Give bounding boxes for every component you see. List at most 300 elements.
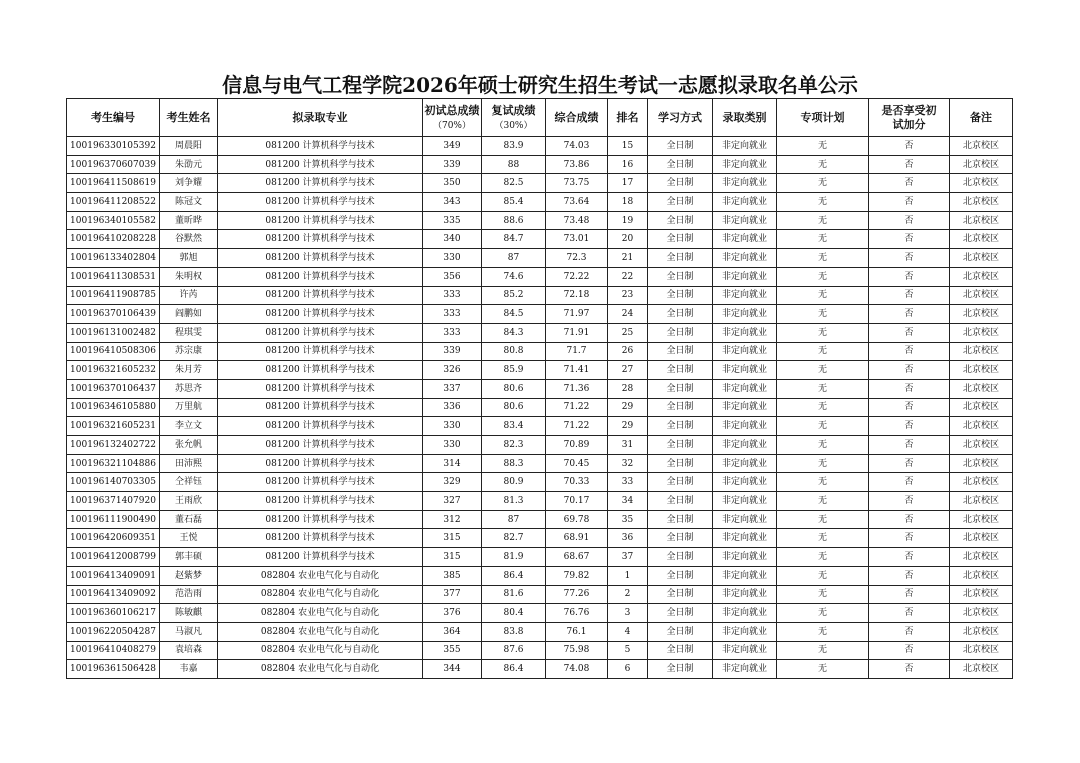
cell-note: 北京校区 [950, 286, 1013, 305]
cell-name: 王雨欣 [160, 492, 218, 511]
cell-total: 71.22 [546, 417, 608, 436]
cell-id: 100196410208228 [67, 230, 160, 249]
cell-total: 72.3 [546, 249, 608, 268]
cell-prelim: 312 [423, 510, 482, 529]
cell-rank: 19 [608, 211, 648, 230]
cell-category: 非定向就业 [713, 211, 777, 230]
cell-note: 北京校区 [950, 137, 1013, 156]
cell-note: 北京校区 [950, 604, 1013, 623]
table-row [67, 249, 1013, 268]
cell-category: 非定向就业 [713, 398, 777, 417]
cell-bonus: 否 [869, 361, 950, 380]
cell-total: 76.1 [546, 622, 608, 641]
cell-note: 北京校区 [950, 436, 1013, 455]
cell-bonus: 否 [869, 193, 950, 212]
cell-retest: 80.4 [482, 604, 546, 623]
cell-id: 100196111900490 [67, 510, 160, 529]
cell-note: 北京校区 [950, 155, 1013, 174]
cell-prelim: 315 [423, 529, 482, 548]
cell-note: 北京校区 [950, 249, 1013, 268]
cell-major: 081200 计算机科学与技术 [218, 211, 423, 230]
cell-prelim: 350 [423, 174, 482, 193]
cell-id: 100196410408279 [67, 641, 160, 660]
cell-mode: 全日制 [648, 155, 713, 174]
table-row [67, 267, 1013, 286]
cell-total: 73.75 [546, 174, 608, 193]
cell-total: 73.64 [546, 193, 608, 212]
col-header-category: 录取类别 [713, 99, 777, 137]
cell-note: 北京校区 [950, 622, 1013, 641]
cell-category: 非定向就业 [713, 604, 777, 623]
cell-special: 无 [777, 622, 869, 641]
cell-bonus: 否 [869, 660, 950, 679]
cell-name: 陈冠文 [160, 193, 218, 212]
cell-bonus: 否 [869, 566, 950, 585]
cell-category: 非定向就业 [713, 249, 777, 268]
cell-retest: 88.6 [482, 211, 546, 230]
cell-mode: 全日制 [648, 211, 713, 230]
cell-id: 100196411908785 [67, 286, 160, 305]
cell-special: 无 [777, 174, 869, 193]
cell-category: 非定向就业 [713, 492, 777, 511]
cell-mode: 全日制 [648, 529, 713, 548]
cell-category: 非定向就业 [713, 417, 777, 436]
cell-id: 100196321605232 [67, 361, 160, 380]
cell-rank: 31 [608, 436, 648, 455]
table-row [67, 193, 1013, 212]
cell-retest: 82.7 [482, 529, 546, 548]
cell-retest: 80.8 [482, 342, 546, 361]
cell-mode: 全日制 [648, 398, 713, 417]
cell-major: 081200 计算机科学与技术 [218, 436, 423, 455]
cell-mode: 全日制 [648, 137, 713, 156]
cell-mode: 全日制 [648, 379, 713, 398]
cell-name: 朱劭元 [160, 155, 218, 174]
cell-id: 100196411208522 [67, 193, 160, 212]
cell-mode: 全日制 [648, 417, 713, 436]
cell-major: 081200 计算机科学与技术 [218, 361, 423, 380]
cell-rank: 34 [608, 492, 648, 511]
table-row [67, 305, 1013, 324]
cell-total: 70.17 [546, 492, 608, 511]
cell-total: 77.26 [546, 585, 608, 604]
cell-category: 非定向就业 [713, 529, 777, 548]
cell-major: 081200 计算机科学与技术 [218, 286, 423, 305]
cell-mode: 全日制 [648, 323, 713, 342]
cell-total: 71.97 [546, 305, 608, 324]
cell-major: 081200 计算机科学与技术 [218, 174, 423, 193]
cell-retest: 81.6 [482, 585, 546, 604]
cell-id: 100196330105392 [67, 137, 160, 156]
cell-prelim: 343 [423, 193, 482, 212]
cell-id: 100196361506428 [67, 660, 160, 679]
cell-category: 非定向就业 [713, 566, 777, 585]
cell-category: 非定向就业 [713, 137, 777, 156]
cell-name: 张允帆 [160, 436, 218, 455]
cell-id: 100196346105880 [67, 398, 160, 417]
cell-major: 081200 计算机科学与技术 [218, 548, 423, 567]
cell-id: 100196413409091 [67, 566, 160, 585]
table-row [67, 436, 1013, 455]
cell-name: 李立文 [160, 417, 218, 436]
cell-retest: 81.3 [482, 492, 546, 511]
cell-name: 马淑凡 [160, 622, 218, 641]
cell-rank: 35 [608, 510, 648, 529]
table-row [67, 174, 1013, 193]
cell-category: 非定向就业 [713, 641, 777, 660]
cell-note: 北京校区 [950, 548, 1013, 567]
cell-special: 无 [777, 641, 869, 660]
cell-name: 王悦 [160, 529, 218, 548]
cell-special: 无 [777, 398, 869, 417]
cell-special: 无 [777, 342, 869, 361]
cell-bonus: 否 [869, 454, 950, 473]
cell-id: 100196412008799 [67, 548, 160, 567]
cell-category: 非定向就业 [713, 361, 777, 380]
cell-retest: 88 [482, 155, 546, 174]
cell-mode: 全日制 [648, 510, 713, 529]
cell-category: 非定向就业 [713, 622, 777, 641]
col-header-id: 考生编号 [67, 99, 160, 137]
cell-special: 无 [777, 286, 869, 305]
col-header-bonus-line1: 是否享受初 [881, 103, 937, 117]
cell-bonus: 否 [869, 604, 950, 623]
cell-bonus: 否 [869, 267, 950, 286]
col-header-name: 考生姓名 [160, 99, 218, 137]
cell-category: 非定向就业 [713, 660, 777, 679]
cell-rank: 20 [608, 230, 648, 249]
cell-mode: 全日制 [648, 660, 713, 679]
cell-total: 76.76 [546, 604, 608, 623]
cell-mode: 全日制 [648, 473, 713, 492]
cell-note: 北京校区 [950, 585, 1013, 604]
cell-category: 非定向就业 [713, 267, 777, 286]
cell-rank: 17 [608, 174, 648, 193]
col-header-retest [482, 99, 546, 137]
cell-prelim: 335 [423, 211, 482, 230]
cell-major: 082804 农业电气化与自动化 [218, 641, 423, 660]
cell-note: 北京校区 [950, 174, 1013, 193]
cell-prelim: 330 [423, 249, 482, 268]
cell-name: 范浩雨 [160, 585, 218, 604]
cell-name: 赵紫梦 [160, 566, 218, 585]
cell-name: 郭旭 [160, 249, 218, 268]
cell-name: 许芮 [160, 286, 218, 305]
cell-rank: 28 [608, 379, 648, 398]
col-header-note: 备注 [950, 99, 1013, 137]
cell-name: 韦嘉 [160, 660, 218, 679]
cell-prelim: 336 [423, 398, 482, 417]
cell-category: 非定向就业 [713, 548, 777, 567]
cell-id: 100196370106437 [67, 379, 160, 398]
cell-total: 71.22 [546, 398, 608, 417]
cell-total: 74.08 [546, 660, 608, 679]
table-row [67, 361, 1013, 380]
cell-prelim: 329 [423, 473, 482, 492]
cell-bonus: 否 [869, 492, 950, 511]
cell-id: 100196220504287 [67, 622, 160, 641]
col-header-prelim-weight: （70%） [432, 120, 471, 131]
cell-retest: 81.9 [482, 548, 546, 567]
cell-category: 非定向就业 [713, 305, 777, 324]
cell-bonus: 否 [869, 510, 950, 529]
table-row [67, 641, 1013, 660]
cell-rank: 26 [608, 342, 648, 361]
cell-bonus: 否 [869, 436, 950, 455]
cell-total: 75.98 [546, 641, 608, 660]
cell-major: 081200 计算机科学与技术 [218, 492, 423, 511]
cell-special: 无 [777, 585, 869, 604]
cell-special: 无 [777, 267, 869, 286]
cell-bonus: 否 [869, 417, 950, 436]
cell-name: 阎鹏如 [160, 305, 218, 324]
header-row [67, 99, 1013, 137]
cell-prelim: 339 [423, 342, 482, 361]
cell-name: 周晨阳 [160, 137, 218, 156]
cell-retest: 87.6 [482, 641, 546, 660]
cell-retest: 84.7 [482, 230, 546, 249]
cell-bonus: 否 [869, 305, 950, 324]
cell-rank: 29 [608, 417, 648, 436]
cell-note: 北京校区 [950, 211, 1013, 230]
cell-prelim: 355 [423, 641, 482, 660]
cell-name: 董石磊 [160, 510, 218, 529]
cell-bonus: 否 [869, 155, 950, 174]
cell-total: 71.36 [546, 379, 608, 398]
cell-prelim: 327 [423, 492, 482, 511]
cell-special: 无 [777, 529, 869, 548]
cell-id: 100196340105582 [67, 211, 160, 230]
table-row [67, 660, 1013, 679]
cell-special: 无 [777, 454, 869, 473]
cell-category: 非定向就业 [713, 193, 777, 212]
cell-major: 081200 计算机科学与技术 [218, 193, 423, 212]
cell-mode: 全日制 [648, 249, 713, 268]
cell-category: 非定向就业 [713, 510, 777, 529]
cell-note: 北京校区 [950, 193, 1013, 212]
cell-rank: 36 [608, 529, 648, 548]
cell-category: 非定向就业 [713, 323, 777, 342]
cell-bonus: 否 [869, 548, 950, 567]
table-row [67, 323, 1013, 342]
cell-category: 非定向就业 [713, 436, 777, 455]
cell-prelim: 364 [423, 622, 482, 641]
cell-special: 无 [777, 660, 869, 679]
cell-bonus: 否 [869, 585, 950, 604]
cell-name: 刘争耀 [160, 174, 218, 193]
cell-prelim: 340 [423, 230, 482, 249]
cell-rank: 24 [608, 305, 648, 324]
cell-retest: 88.3 [482, 454, 546, 473]
table-row [67, 137, 1013, 156]
cell-note: 北京校区 [950, 641, 1013, 660]
table-row [67, 492, 1013, 511]
cell-note: 北京校区 [950, 473, 1013, 492]
cell-mode: 全日制 [648, 286, 713, 305]
cell-rank: 3 [608, 604, 648, 623]
table-row [67, 230, 1013, 249]
cell-major: 081200 计算机科学与技术 [218, 155, 423, 174]
cell-rank: 37 [608, 548, 648, 567]
cell-rank: 4 [608, 622, 648, 641]
cell-note: 北京校区 [950, 305, 1013, 324]
cell-prelim: 333 [423, 286, 482, 305]
cell-major: 081200 计算机科学与技术 [218, 305, 423, 324]
cell-prelim: 333 [423, 305, 482, 324]
cell-bonus: 否 [869, 379, 950, 398]
cell-mode: 全日制 [648, 342, 713, 361]
cell-category: 非定向就业 [713, 473, 777, 492]
cell-id: 100196131002482 [67, 323, 160, 342]
cell-retest: 83.9 [482, 137, 546, 156]
cell-total: 70.33 [546, 473, 608, 492]
cell-mode: 全日制 [648, 548, 713, 567]
cell-name: 苏宗康 [160, 342, 218, 361]
cell-name: 陈敏麒 [160, 604, 218, 623]
cell-retest: 86.4 [482, 566, 546, 585]
cell-special: 无 [777, 436, 869, 455]
cell-id: 100196371407920 [67, 492, 160, 511]
cell-bonus: 否 [869, 137, 950, 156]
cell-prelim: 349 [423, 137, 482, 156]
cell-rank: 18 [608, 193, 648, 212]
cell-note: 北京校区 [950, 417, 1013, 436]
cell-major: 081200 计算机科学与技术 [218, 267, 423, 286]
cell-mode: 全日制 [648, 361, 713, 380]
table-row [67, 342, 1013, 361]
cell-mode: 全日制 [648, 585, 713, 604]
cell-special: 无 [777, 566, 869, 585]
cell-prelim: 330 [423, 436, 482, 455]
cell-bonus: 否 [869, 398, 950, 417]
cell-total: 68.67 [546, 548, 608, 567]
cell-mode: 全日制 [648, 436, 713, 455]
cell-rank: 22 [608, 267, 648, 286]
cell-major: 082804 农业电气化与自动化 [218, 604, 423, 623]
cell-total: 70.89 [546, 436, 608, 455]
cell-special: 无 [777, 193, 869, 212]
cell-retest: 85.4 [482, 193, 546, 212]
cell-rank: 25 [608, 323, 648, 342]
cell-category: 非定向就业 [713, 585, 777, 604]
cell-note: 北京校区 [950, 566, 1013, 585]
cell-mode: 全日制 [648, 305, 713, 324]
cell-rank: 29 [608, 398, 648, 417]
cell-rank: 2 [608, 585, 648, 604]
cell-bonus: 否 [869, 641, 950, 660]
col-header-retest-label: 复试成绩 [491, 103, 536, 117]
cell-special: 无 [777, 473, 869, 492]
cell-major: 081200 计算机科学与技术 [218, 379, 423, 398]
cell-major: 081200 计算机科学与技术 [218, 398, 423, 417]
table-row [67, 398, 1013, 417]
cell-special: 无 [777, 305, 869, 324]
cell-prelim: 376 [423, 604, 482, 623]
cell-note: 北京校区 [950, 660, 1013, 679]
cell-note: 北京校区 [950, 379, 1013, 398]
cell-prelim: 377 [423, 585, 482, 604]
cell-retest: 85.9 [482, 361, 546, 380]
col-header-major: 拟录取专业 [218, 99, 423, 137]
cell-name: 程琪雯 [160, 323, 218, 342]
cell-special: 无 [777, 230, 869, 249]
cell-major: 081200 计算机科学与技术 [218, 510, 423, 529]
cell-total: 73.01 [546, 230, 608, 249]
cell-prelim: 314 [423, 454, 482, 473]
table-body [67, 137, 1013, 679]
cell-mode: 全日制 [648, 193, 713, 212]
cell-bonus: 否 [869, 211, 950, 230]
admission-table [66, 98, 1013, 679]
col-header-prelim [423, 99, 482, 137]
cell-major: 081200 计算机科学与技术 [218, 454, 423, 473]
col-header-retest-weight: （30%） [494, 120, 533, 131]
cell-total: 71.7 [546, 342, 608, 361]
cell-note: 北京校区 [950, 323, 1013, 342]
cell-category: 非定向就业 [713, 286, 777, 305]
cell-name: 袁培森 [160, 641, 218, 660]
cell-id: 100196370106439 [67, 305, 160, 324]
table-row [67, 211, 1013, 230]
cell-mode: 全日制 [648, 230, 713, 249]
table-row [67, 529, 1013, 548]
cell-rank: 5 [608, 641, 648, 660]
cell-total: 72.22 [546, 267, 608, 286]
cell-mode: 全日制 [648, 492, 713, 511]
cell-name: 董昕晔 [160, 211, 218, 230]
cell-special: 无 [777, 548, 869, 567]
cell-rank: 1 [608, 566, 648, 585]
cell-special: 无 [777, 323, 869, 342]
cell-mode: 全日制 [648, 641, 713, 660]
cell-note: 北京校区 [950, 398, 1013, 417]
cell-mode: 全日制 [648, 174, 713, 193]
cell-bonus: 否 [869, 473, 950, 492]
cell-bonus: 否 [869, 342, 950, 361]
cell-note: 北京校区 [950, 267, 1013, 286]
cell-id: 100196321605231 [67, 417, 160, 436]
cell-major: 081200 计算机科学与技术 [218, 342, 423, 361]
cell-mode: 全日制 [648, 267, 713, 286]
cell-special: 无 [777, 361, 869, 380]
cell-retest: 87 [482, 510, 546, 529]
cell-retest: 82.5 [482, 174, 546, 193]
cell-rank: 23 [608, 286, 648, 305]
cell-major: 081200 计算机科学与技术 [218, 230, 423, 249]
col-header-total: 综合成绩 [546, 99, 608, 137]
cell-major: 081200 计算机科学与技术 [218, 529, 423, 548]
table-row [67, 454, 1013, 473]
table-row [67, 585, 1013, 604]
cell-total: 69.78 [546, 510, 608, 529]
cell-total: 73.48 [546, 211, 608, 230]
cell-name: 朱月芳 [160, 361, 218, 380]
cell-total: 72.18 [546, 286, 608, 305]
cell-prelim: 344 [423, 660, 482, 679]
cell-rank: 33 [608, 473, 648, 492]
cell-mode: 全日制 [648, 454, 713, 473]
cell-bonus: 否 [869, 529, 950, 548]
table-row [67, 286, 1013, 305]
cell-major: 082804 农业电气化与自动化 [218, 622, 423, 641]
cell-note: 北京校区 [950, 510, 1013, 529]
col-header-rank: 排名 [608, 99, 648, 137]
cell-retest: 84.5 [482, 305, 546, 324]
cell-mode: 全日制 [648, 566, 713, 585]
cell-special: 无 [777, 379, 869, 398]
cell-id: 100196420609351 [67, 529, 160, 548]
cell-bonus: 否 [869, 174, 950, 193]
